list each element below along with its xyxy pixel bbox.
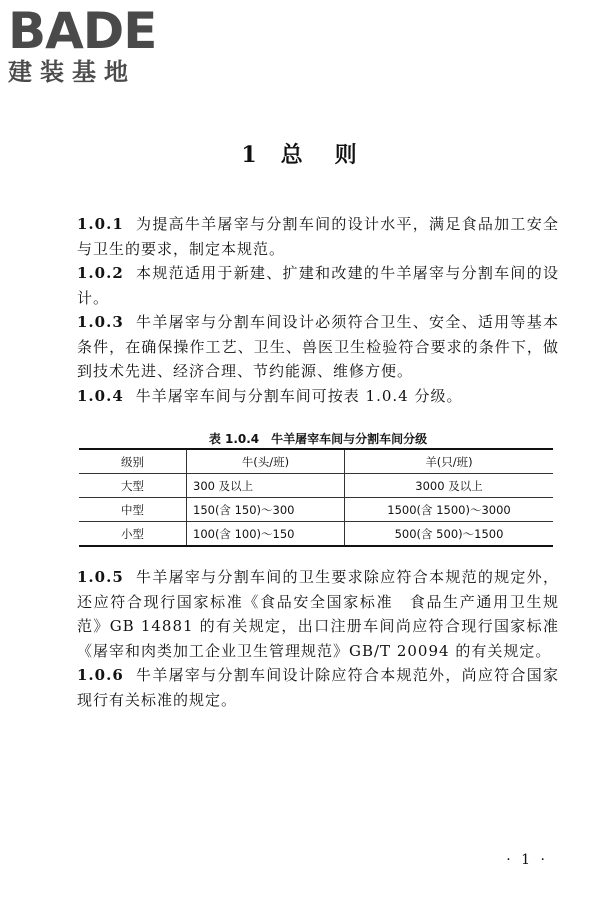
clause-text: 为提高牛羊屠宰与分割车间的设计水平，满足食品加工安全与卫生的要求，制定本规范。 bbox=[77, 215, 559, 258]
table-header-cell: 羊(只/班) bbox=[345, 449, 554, 474]
table-cell: 中型 bbox=[79, 498, 187, 522]
table-row bbox=[79, 474, 553, 498]
clause-text: 牛羊屠宰与分割车间的卫生要求除应符合本规范的规定外，还应符合现行国家标准《食品安全国家标准 食品生产通用卫生规范》GB 14881 的有关规定，出口注册车间尚应符合现行国家标准《屠宰和肉类加工企业卫生管理规范》GB/T 20094 的有关规定。 bbox=[77, 568, 559, 660]
table-cell: 1500(含 1500)～3000 bbox=[345, 498, 554, 522]
page-number: · 1 · bbox=[506, 852, 548, 868]
chapter-word-2: 则 bbox=[334, 142, 359, 168]
chapter-title bbox=[0, 138, 600, 169]
clause-1-0-3 bbox=[77, 310, 559, 384]
clause-text: 牛羊屠宰与分割车间设计必须符合卫生、安全、适用等基本条件，在确保操作工艺、卫生、兽医卫生检验符合要求的条件下，做到技术先进、经济合理、节约能源、维修方便。 bbox=[77, 313, 559, 380]
table-row bbox=[79, 522, 553, 547]
chapter-word-1: 总 bbox=[280, 142, 305, 168]
clause-1-0-6 bbox=[77, 663, 559, 712]
table-cell: 500(含 500)～1500 bbox=[345, 522, 554, 547]
clauses-bottom bbox=[77, 565, 559, 712]
table-cell: 小型 bbox=[79, 522, 187, 547]
clauses-top bbox=[77, 212, 559, 408]
table-header-cell: 牛(头/班) bbox=[187, 449, 345, 474]
clause-text: 牛羊屠宰车间与分割车间可按表 1.0.4 分级。 bbox=[135, 386, 463, 405]
logo-brand: BADE bbox=[8, 2, 157, 60]
table-cell: 150(含 150)～300 bbox=[187, 498, 345, 522]
clause-text: 牛羊屠宰与分割车间设计除应符合本规范外，尚应符合国家现行有关标准的规定。 bbox=[77, 666, 559, 709]
table-row bbox=[79, 498, 553, 522]
clause-1-0-2 bbox=[77, 261, 559, 310]
table-cell: 大型 bbox=[79, 474, 187, 498]
clause-1-0-4 bbox=[77, 384, 559, 409]
table-cell: 3000 及以上 bbox=[345, 474, 554, 498]
clause-text: 本规范适用于新建、扩建和改建的牛羊屠宰与分割车间的设计。 bbox=[77, 264, 559, 307]
table-title: 表 1.0.4 牛羊屠宰车间与分割车间分级 bbox=[208, 432, 428, 446]
clause-1-0-5 bbox=[77, 565, 559, 663]
clause-number: 1.0.2 bbox=[77, 264, 124, 282]
table-header-row bbox=[79, 449, 553, 474]
clause-number: 1.0.3 bbox=[77, 313, 124, 331]
table-cell: 100(含 100)～150 bbox=[187, 522, 345, 547]
clause-1-0-1 bbox=[77, 212, 559, 261]
clause-number: 1.0.1 bbox=[77, 215, 124, 233]
clause-number: 1.0.4 bbox=[77, 386, 124, 405]
clause-number: 1.0.6 bbox=[77, 666, 124, 684]
chapter-number: 1 bbox=[241, 142, 259, 168]
table-cell: 300 及以上 bbox=[187, 474, 345, 498]
logo-subtitle: 建装基地 bbox=[8, 58, 136, 86]
clause-number: 1.0.5 bbox=[77, 568, 124, 586]
grading-table bbox=[79, 448, 553, 547]
table-header-cell: 级别 bbox=[79, 449, 187, 474]
grading-table-block bbox=[77, 430, 559, 547]
brand-logo bbox=[8, 2, 188, 86]
